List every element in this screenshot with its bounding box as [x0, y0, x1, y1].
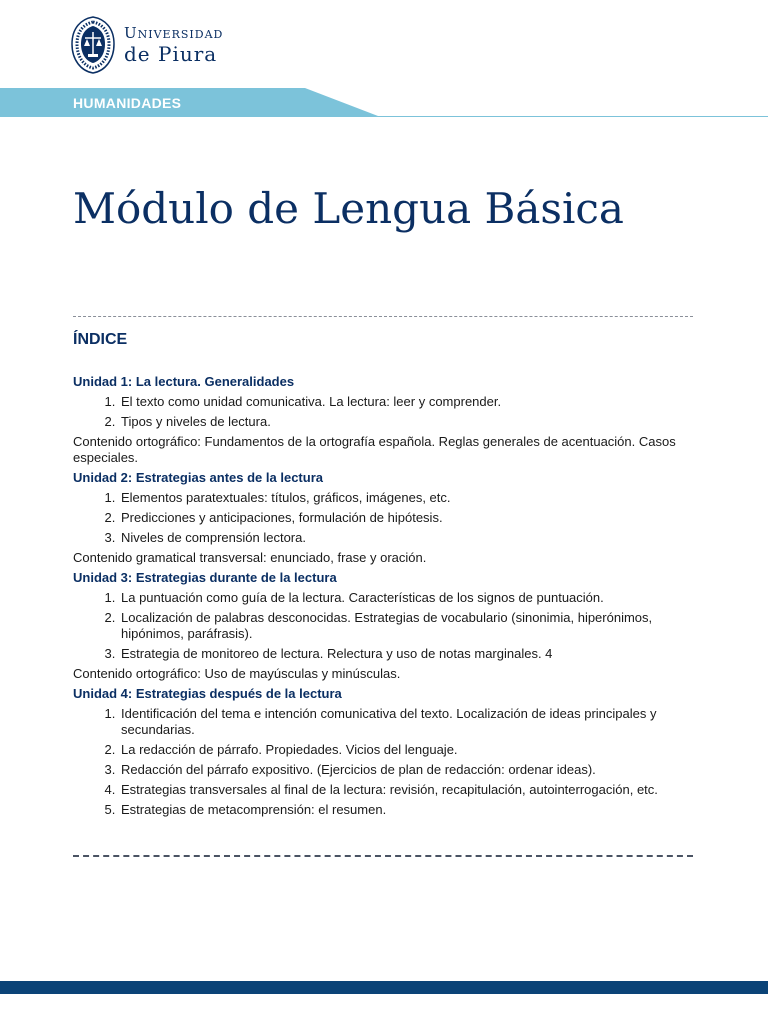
list-item: 1. Elementos paratextuales: títulos, gráficos, imágenes, etc. — [119, 490, 695, 506]
list-item: 2. Predicciones y anticipaciones, formulación de hipótesis. — [119, 510, 695, 526]
index-content — [73, 374, 695, 822]
list-item: 2. La redacción de párrafo. Propiedades. Vicios del lenguaje. — [119, 742, 695, 758]
unit-block-4 — [73, 686, 695, 818]
list-item: 2. Tipos y niveles de lectura. — [119, 414, 695, 430]
unit-topic-list — [73, 394, 695, 430]
unit-title: Unidad 1: La lectura. Generalidades — [73, 374, 295, 389]
unit-block-1 — [73, 374, 695, 466]
unit-topic-list — [73, 490, 695, 546]
unit-note: Contenido ortográfico: Fundamentos de la ortografía española. Reglas generales de acentuación. Casos especiales. — [73, 434, 676, 465]
list-item: 3. Estrategia de monitoreo de lectura. Relectura y uso de notas marginales. 4 — [119, 646, 695, 662]
divider-bottom — [73, 855, 693, 857]
list-item: 1. Identificación del tema e intención comunicativa del texto. Localización de ideas principales y secundarias. — [119, 706, 695, 738]
unit-note: Contenido ortográfico: Uso de mayúsculas y minúsculas. — [73, 666, 401, 681]
unit-title: Unidad 4: Estrategias después de la lectura — [73, 686, 342, 701]
university-seal-icon — [70, 16, 116, 74]
list-item: 3. Niveles de comprensión lectora. — [119, 530, 695, 546]
list-item: 1. El texto como unidad comunicativa. La lectura: leer y comprender. — [119, 394, 695, 410]
list-item: 2. Localización de palabras desconocidas. Estrategias de vocabulario (sinonimia, hiperónimos, hipónimos, paráfrasis). — [119, 610, 695, 642]
unit-topic-list — [73, 590, 695, 662]
divider-top — [73, 316, 693, 317]
unit-note: Contenido gramatical transversal: enunciado, frase y oración. — [73, 550, 427, 565]
section-label: HUMANIDADES — [73, 95, 182, 111]
list-item: 1. La puntuación como guía de la lectura. Características de los signos de puntuación. — [119, 590, 695, 606]
list-item: 3. Redacción del párrafo expositivo. (Ejercicios de plan de redacción: ordenar ideas). — [119, 762, 695, 778]
logo-wordmark-line2: de Piura — [124, 42, 218, 66]
footer-bar — [0, 981, 768, 994]
unit-block-3 — [73, 570, 695, 682]
list-item: 4. Estrategias transversales al final de la lectura: revisión, recapitulación, autointerrogación, etc. — [119, 782, 695, 798]
index-heading: ÍNDICE — [73, 331, 128, 348]
unit-title: Unidad 2: Estrategias antes de la lectura — [73, 470, 323, 485]
unit-topic-list — [73, 706, 695, 818]
unit-title: Unidad 3: Estrategias durante de la lectura — [73, 570, 337, 585]
logo-wordmark-line1: Universidad — [124, 24, 224, 42]
university-logo — [70, 16, 223, 74]
unit-block-2 — [73, 470, 695, 566]
list-item: 5. Estrategias de metacomprensión: el resumen. — [119, 802, 695, 818]
document-title: Módulo de Lengua Básica — [73, 184, 624, 233]
